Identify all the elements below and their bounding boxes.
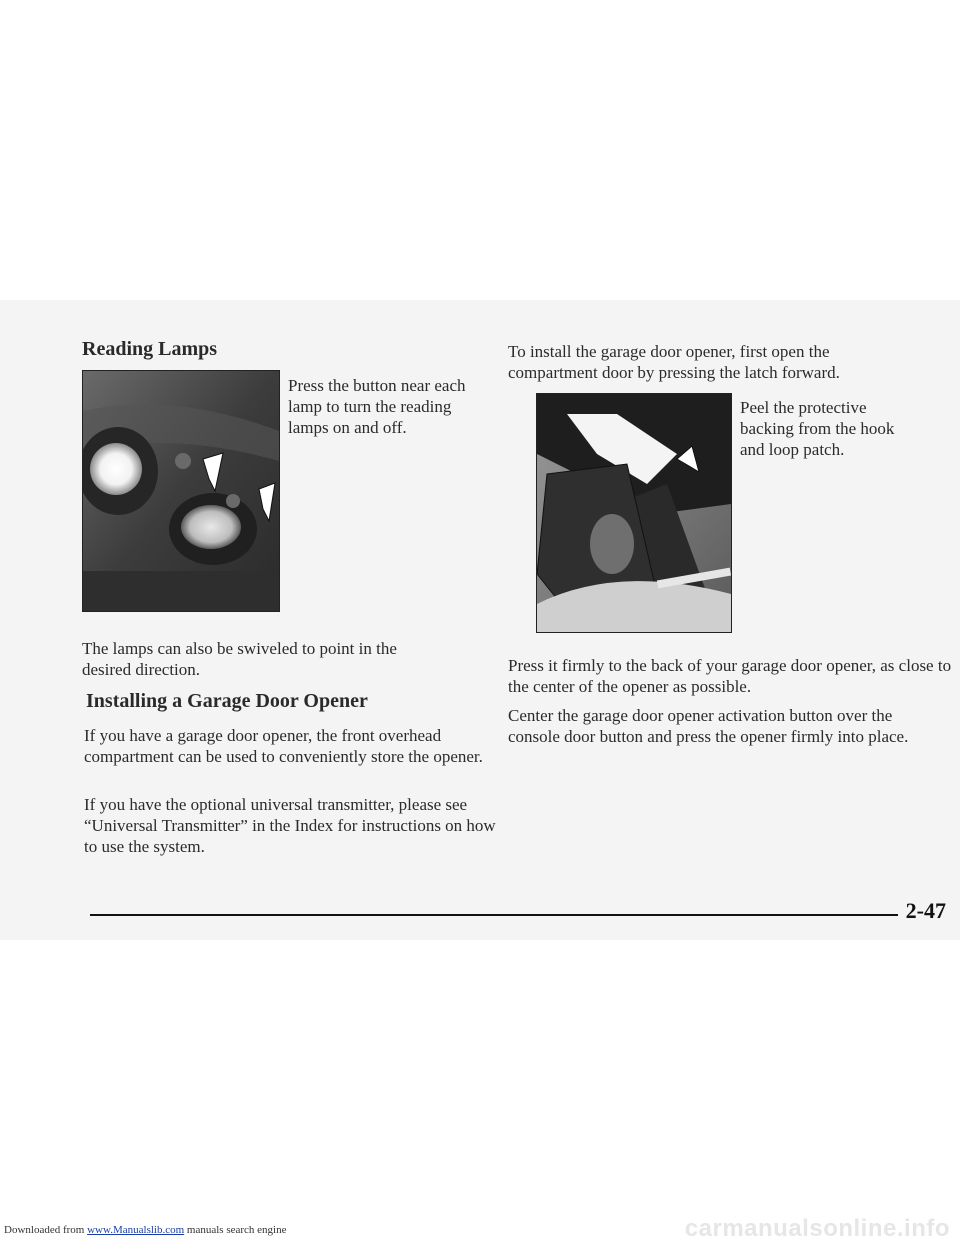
manualslib-link[interactable]: www.Manualslib.com [87, 1224, 185, 1236]
garage-opener-heading: Installing a Garage Door Opener [86, 690, 368, 712]
center-paragraph: Center the garage door opener activation button over the console door button and press the opener firmly into place. [508, 706, 909, 746]
footer-suffix: manuals search engine [186, 1224, 287, 1236]
press-paragraph: Press it firmly to the back of your garage door opener, as close to the center of the opener as possible. [508, 656, 952, 696]
reading-lamps-photo [82, 370, 280, 612]
page-number: 2-47 [905, 898, 946, 923]
garage-photo-caption: Peel the protective backing from the hook and loop patch. [740, 398, 895, 459]
watermark: carmanualsonline.info [684, 1215, 950, 1242]
footer-prefix: Downloaded from [4, 1224, 85, 1236]
garage-opener-photo [536, 393, 732, 633]
swivel-paragraph: The lamps can also be swiveled to point in the desired direction. [82, 639, 397, 679]
garage-opener-illustration [537, 394, 731, 632]
reading-lamps-caption: Press the button near each lamp to turn the reading lamps on and off. [288, 376, 466, 437]
page-divider [90, 914, 898, 916]
reading-lamps-heading: Reading Lamps [82, 338, 218, 360]
garage-opener-paragraph-2: If you have the optional universal transmitter, please see “Universal Transmitter” in the Index for instructions on how to use the system. [84, 795, 496, 856]
garage-opener-paragraph-1: If you have a garage door opener, the front overhead compartment can be used to conveniently store the opener. [84, 726, 483, 766]
reading-lamps-illustration [83, 371, 279, 611]
download-footer [4, 1224, 286, 1236]
install-paragraph: To install the garage door opener, first open the compartment door by pressing the latch forward. [508, 342, 840, 382]
